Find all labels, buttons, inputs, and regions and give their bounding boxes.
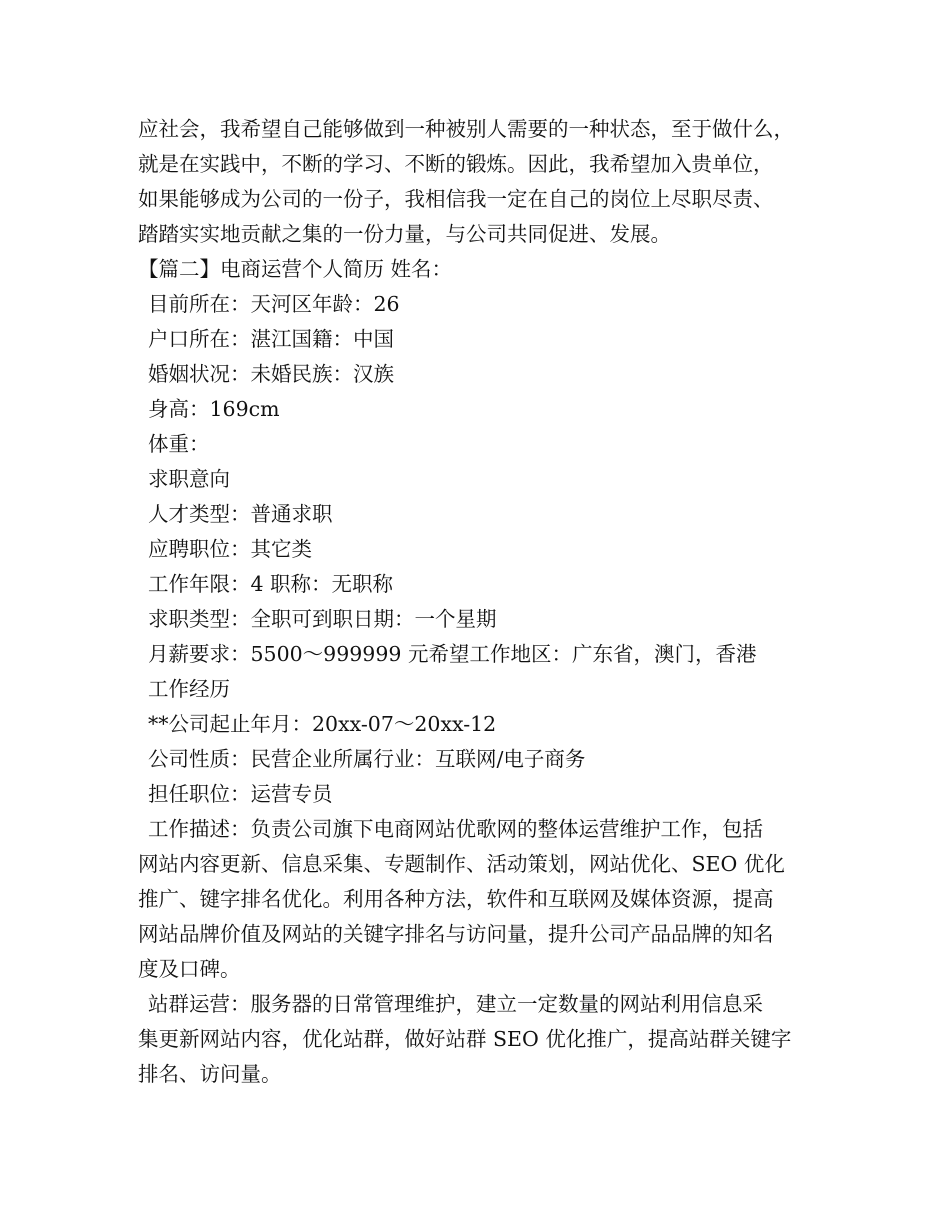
field-talent-type: 人才类型：普通求职: [148, 502, 333, 526]
paragraph-line: 网站品牌价值及网站的关键字排名与访问量，提升公司产品品牌的知名: [138, 922, 774, 946]
document-body: [138, 112, 828, 1092]
field-job-type-start: 求职类型：全职可到职日期：一个星期: [148, 607, 497, 631]
field-role: 担任职位：运营专员: [148, 782, 333, 806]
field-work-years-title: 工作年限：4 职称：无职称: [148, 572, 394, 596]
paragraph-line: 应社会，我希望自己能够做到一种被别人需要的一种状态，至于做什么，: [138, 117, 794, 141]
field-company-dates: **公司起止年月：20xx-07～20xx-12: [148, 712, 497, 736]
field-hukou-nationality: 户口所在：湛江国籍：中国: [148, 327, 394, 351]
field-height: 身高：169cm: [148, 397, 280, 421]
paragraph-line: 如果能够成为公司的一份子，我相信我一定在自己的岗位上尽职尽责、: [138, 187, 774, 211]
paragraph-line: 工作描述：负责公司旗下电商网站优歌网的整体运营维护工作，包括: [148, 817, 763, 841]
field-current-location-age: 目前所在：天河区年龄：26: [148, 292, 400, 316]
subheading-job-intention: 求职意向: [148, 467, 230, 491]
paragraph-line: 踏踏实实地贡献之集的一份力量，与公司共同促进、发展。: [138, 222, 671, 246]
paragraph-line: 集更新网站内容，优化站群，做好站群 SEO 优化推广，提高站群关键字: [138, 1027, 792, 1051]
field-position: 应聘职位：其它类: [148, 537, 312, 561]
field-weight: 体重：: [148, 432, 210, 456]
subheading-work-experience: 工作经历: [148, 677, 230, 701]
paragraph-line: 排名、访问量。: [138, 1062, 282, 1086]
paragraph-line: 网站内容更新、信息采集、专题制作、活动策划，网站优化、SEO 优化: [138, 852, 785, 876]
field-marital-ethnicity: 婚姻状况：未婚民族：汉族: [148, 362, 394, 386]
section-heading: 【篇二】电商运营个人简历 姓名：: [138, 257, 453, 281]
paragraph-line: 就是在实践中，不断的学习、不断的锻炼。因此，我希望加入贵单位，: [138, 152, 774, 176]
field-salary-location: 月薪要求：5500～999999 元希望工作地区：广东省，澳门，香港: [148, 642, 757, 666]
paragraph-line: 站群运营：服务器的日常管理维护，建立一定数量的网站利用信息采: [148, 992, 763, 1016]
field-company-nature-industry: 公司性质：民营企业所属行业：互联网/电子商务: [148, 747, 586, 771]
paragraph-line: 推广、键字排名优化。利用各种方法，软件和互联网及媒体资源，提高: [138, 887, 774, 911]
paragraph-line: 度及口碑。: [138, 957, 241, 981]
